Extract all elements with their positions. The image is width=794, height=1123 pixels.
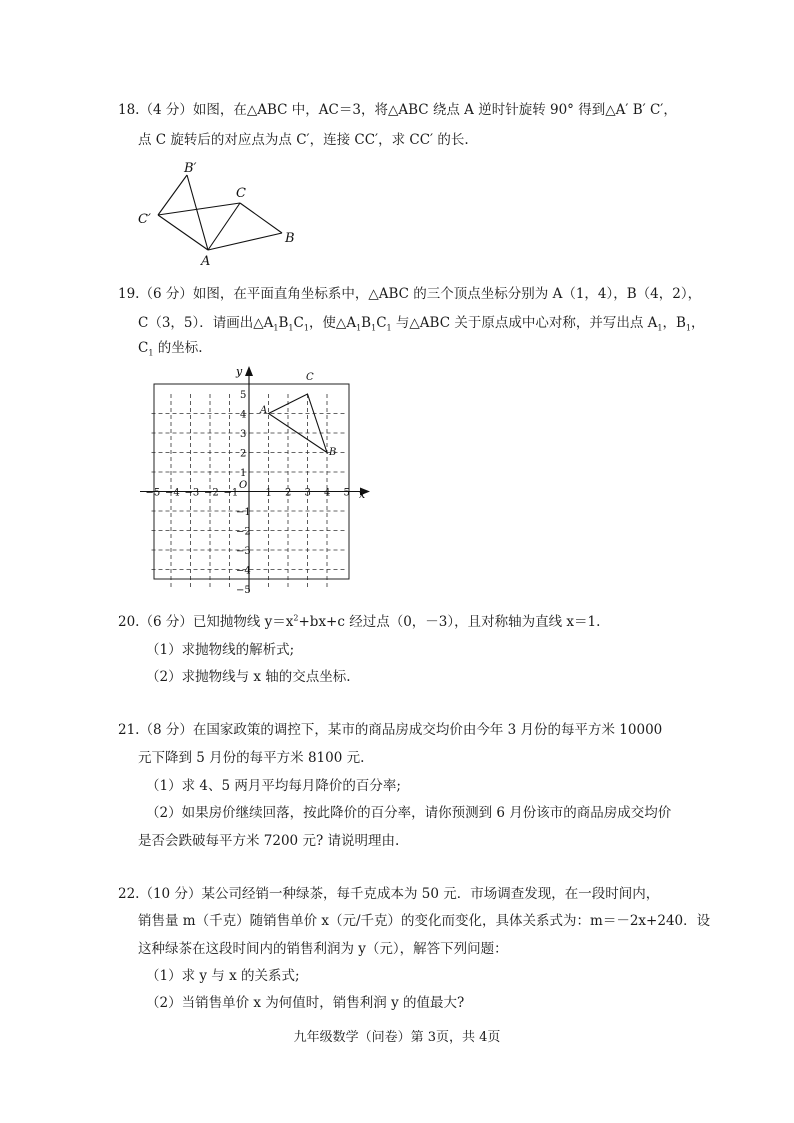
q18-figure <box>130 155 310 270</box>
q22-line1: 22.（10 分）某公司经销一种绿茶，每千克成本为 50 元．市场调查发现，在一段时间内， <box>118 886 660 902</box>
q20-part1: （1）求抛物线的解析式; <box>146 642 295 658</box>
q18-seg-a-c1 <box>158 215 208 250</box>
q19-c-label2: C <box>376 315 387 331</box>
q18-label-b1: B′ <box>184 161 197 176</box>
point-a-label: A <box>260 405 268 416</box>
q18-line2: 点 C 旋转后的对应点为点 C′，连接 CC′，求 CC′ 的长. <box>138 132 469 148</box>
q18-seg-a-c <box>208 203 240 250</box>
page-footer: 九年级数学（问卷）第 3页，共 4页 <box>293 1030 501 1045</box>
q19-line3 <box>138 336 203 358</box>
y-tick-label: −2 <box>236 526 251 538</box>
q19-line1: 19.（6 分）如图，在平面直角坐标系中，△ABC 的三个顶点坐标分别为 A（1，4），B（4，2）， <box>118 286 702 302</box>
q19-sub-c: 1 <box>303 323 309 333</box>
q20-part2: （2）求抛物线与 x 轴的交点坐标. <box>146 669 351 685</box>
q19-line2-c: 与△ABC 关于原点成中心对称，并写出点 A <box>391 315 658 331</box>
q19-sub-b3: 1 <box>685 323 691 333</box>
x-tick-label: −5 <box>145 487 161 499</box>
q19-sub-c3: 1 <box>148 348 154 358</box>
x-tick-label: −4 <box>165 487 180 499</box>
y-axis-arrow <box>245 366 253 376</box>
origin-label: O <box>239 480 248 491</box>
q20-line1-a: 20.（6 分）已知抛物线 y＝x <box>118 614 294 630</box>
q20-line1 <box>118 610 600 630</box>
q19-coordinate-grid <box>130 362 380 597</box>
x-tick-label: 4 <box>324 487 331 499</box>
q18-label-c: C <box>236 186 246 201</box>
q19-line3-a: C <box>138 340 149 356</box>
q18-line1: 18.（4 分）如图，在△ABC 中，AC＝3，将△ABC 绕点 A 逆时针旋转 90° 得到△A′ B′ C′， <box>118 102 677 118</box>
q19-b-label2: B <box>361 315 372 331</box>
q21-part2: （2）如果房价继续回落，按此降价的百分率，请你预测到 6 月份该市的商品房成交均价 <box>146 805 672 821</box>
triangle-abc <box>269 394 328 453</box>
q21-line1: 21.（8 分）在国家政策的调控下，某市的商品房成交均价由今年 3 月份的每平方米 10000 <box>118 722 663 738</box>
q19-line3-b: 的坐标. <box>153 340 203 356</box>
x-tick-label: −2 <box>204 487 219 499</box>
q22-part1: （1）求 y 与 x 的关系式; <box>146 968 300 984</box>
q19-comma-b: ， <box>662 315 676 331</box>
q18-seg-c1-b1 <box>158 175 187 215</box>
q19-b-label: B <box>278 315 289 331</box>
q19-sub-c2: 1 <box>386 323 392 333</box>
q21-line2: 元下降到 5 月份的每平方米 8100 元. <box>138 750 365 766</box>
q18-label-c1: C′ <box>138 212 151 227</box>
y-tick-label: 3 <box>240 429 247 440</box>
point-c-label: C <box>306 372 314 383</box>
q20-sup: 2 <box>293 613 299 623</box>
q19-c-label: C <box>293 315 304 331</box>
q19-sub-b: 1 <box>288 323 294 333</box>
y-tick-label: −5 <box>236 585 251 596</box>
q19-line2 <box>138 311 705 333</box>
x-tick-label: −3 <box>184 487 200 499</box>
x-tick-label: 2 <box>285 487 292 499</box>
y-tick-label: −3 <box>236 546 251 557</box>
x-tick-label: −1 <box>223 487 239 499</box>
y-tick-label: 5 <box>240 390 247 401</box>
q19-comma-end: ， <box>691 315 705 331</box>
q19-line2-b: ，使△A <box>308 315 357 331</box>
q18-seg-c1-c <box>158 203 240 215</box>
q18-seg-b-a <box>208 233 282 250</box>
q19-line2-a: C（3，5）．请画出△A <box>138 315 274 331</box>
y-tick-label: 1 <box>240 468 247 479</box>
point-b-label: B <box>329 447 337 458</box>
q19-sub-a: 1 <box>273 323 279 333</box>
q18-seg-c-b <box>240 203 282 233</box>
q22-part2: （2）当销售单价 x 为何值时，销售利润 y 的值最大? <box>146 995 465 1011</box>
q21-part1: （1）求 4、5 两月平均每月降价的百分率; <box>146 778 401 794</box>
x-tick-label: 5 <box>343 487 350 499</box>
q22-line2: 销售量 m（千克）随销售单价 x（元/千克）的变化而变化，具体关系式为：m＝－2x+240．设 <box>138 913 711 929</box>
y-axis-label: y <box>236 365 243 378</box>
y-tick-label: 2 <box>240 448 247 460</box>
q18-label-b: B <box>285 231 295 246</box>
y-tick-label: −1 <box>236 507 251 518</box>
x-tick-label: 3 <box>304 487 311 499</box>
q19-b-label3: B <box>675 315 686 331</box>
q18-label-a: A <box>201 254 211 269</box>
x-tick-label: 1 <box>265 487 272 499</box>
x-axis-label: x <box>359 488 366 501</box>
q21-part2-cont: 是否会跌破每平方米 7200 元? 请说明理由. <box>138 833 400 849</box>
y-tick-label: −4 <box>236 565 251 577</box>
q19-sub-b2: 1 <box>371 323 377 333</box>
q20-line1-b: +bx+c 经过点（0，－3），且对称轴为直线 x＝1. <box>298 614 601 630</box>
y-tick-label: 4 <box>240 409 247 421</box>
q19-sub-a3: 1 <box>657 323 663 333</box>
q18-seg-b1-a <box>187 175 208 250</box>
q19-sub-a2: 1 <box>356 323 362 333</box>
q22-line3: 这种绿茶在这段时间内的销售利润为 y（元），解答下列问题： <box>138 941 508 957</box>
